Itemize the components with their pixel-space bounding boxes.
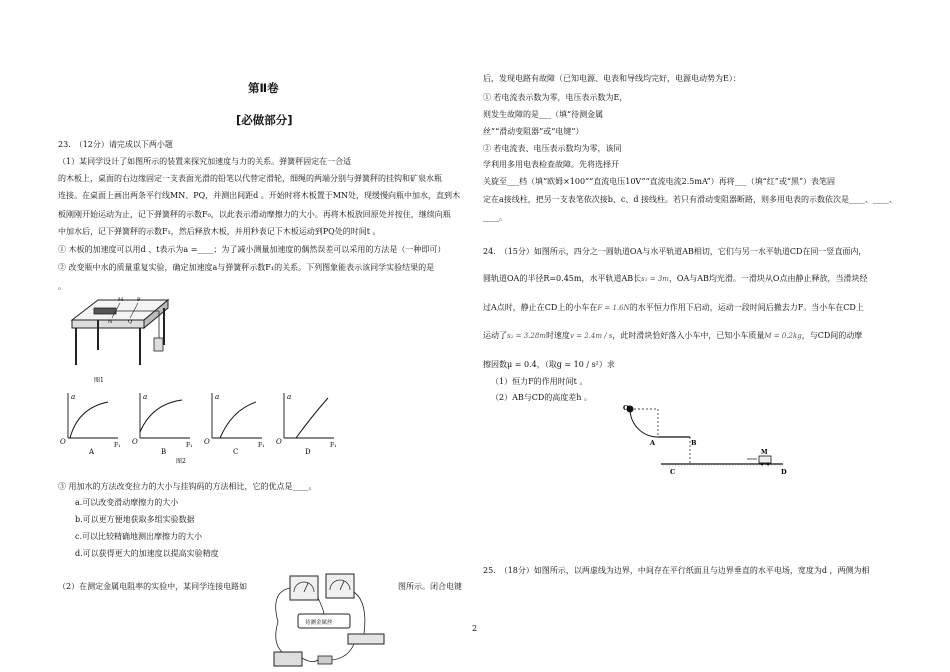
right-column [483,0,898,672]
graph-a [60,393,121,456]
q23-cont-text: 学利用多用电表检查故障。先将选择开 [483,160,619,169]
graph-origin: O [204,438,210,446]
q24-subquestion: （2）AB与CD的高度差h 。 [491,393,592,402]
q24-text: 24. （15分）如图所示，四分之一圆轨道OA与水平轨道AB相切，它们与另一水平轨道CD在同一竖直面内， [483,247,867,256]
q24-text-part: 的水平恒力作用下启动，运动一段时间后撤去力F。当小车在CD上 [629,303,864,312]
formula: F = 1.6N [597,304,630,312]
graph-x-label: F₁ [114,442,121,449]
q24-text-part: ，OA与AB均光滑。一滑块从O点由静止释放，当滑块经 [668,274,868,283]
figure-1-label: 图1 [94,377,104,384]
formula: s₁ = 3m [641,275,669,283]
q23-text: 板刚刚开始运动为止，记下弹簧秤的示数F₀，以此表示滑动摩擦力的大小。再将木板放回原处并按住，继续向瓶 [58,210,451,219]
q23-cont-text: ② 若电流表、电压表示数均为零，该同 [483,144,622,153]
q23-part2-text: （2）在测定金属电阻率的实验中，某同学连接电路如 [58,582,248,591]
q23-cont-text: 后，发现电路有故障（已知电源、电表和导线均完好，电源电动势为E）： [483,74,741,83]
left-column [58,0,470,672]
option-item: c.可以比较精确地测出摩擦力的大小 [75,532,203,541]
figure-2-label: 图2 [176,458,186,465]
q24-text [483,331,862,341]
q24-text-part: 圆轨道OA的半径R=0.45m，水平轨道AB长 [483,274,642,283]
track-figure [623,400,798,482]
circuit-figure [268,572,388,672]
fig1-letter: Q [128,319,133,325]
q23-text: ① 木板的加速度可以用d 、t表示为a =____；为了减小测量加速度的偶然误差可以采用的方法是（一种即可） [58,245,446,254]
graph-x-label: F₁ [186,442,193,449]
q23-cont-text: ____。 [483,213,507,222]
track-label: O [623,404,629,412]
q24-text-part: ，与CD间的动摩 [801,331,863,340]
q24-text [483,274,868,284]
q23-part3: ③ 用加水的方法改变拉力的大小与挂钩码的方法相比，它的优点是____。 [58,482,317,491]
graph-option-label: B [161,448,167,456]
q23-part2-text: 图所示。闭合电键 [398,582,462,591]
q24-text: 擦因数μ = 0.4，（取g = 10 / s²）求 [483,360,615,369]
graph-x-label: F₁ [258,442,265,449]
graph-c [204,393,265,456]
q23-cont-text: 定在a接线柱，把另一支表笔依次接b、c、d 接线柱。若只有滑动变阻器断路，则多用电表的示数依次是____、____、 [483,195,898,204]
graph-option-label: A [89,448,95,456]
option-item: d.可以获得更大的加速度以提高实验精度 [75,549,219,558]
apparatus-figure [58,290,178,385]
q23-text: 连接。在桌面上画出两条平行线MN、PQ，并测出间距d 。开始时将木板置于MN处，现缓慢向瓶中加水，直到木 [58,191,460,200]
formula: v = 2.4m / s [569,332,613,340]
q23-text: 的木板上，桌面的右边缘固定一支表面光滑的铅笔以代替定滑轮，细绳的两端分别与弹簧秤的挂钩和矿泉水瓶 [58,174,442,183]
fig1-letter: N [108,319,113,325]
graph-y-label: a [71,393,76,401]
q23-cont-text: 则发生故障的是___（填“待测金属 [483,110,604,119]
graph-x-label: F₁ [330,442,337,449]
track-label: D [781,468,787,476]
q24-text-part: ，此时滑块恰好落入小车中，已知小车质量 [612,331,765,340]
graph-option-label: D [305,448,311,456]
graph-option-label: C [233,448,239,456]
q24-text-part: 运动了 [483,331,507,340]
q24-subquestion: （1）恒力F的作用时间t 。 [491,377,588,386]
q23-text: 中加水后，记下弹簧秤的示数F₁，然后释放木板，并用秒表记下木板运动到PQ处的时间t 。 [58,227,381,236]
graph-y-label: a [215,393,220,401]
fig1-letter: P [137,297,141,303]
q24-text [483,303,864,313]
graph-y-label: a [143,393,148,401]
track-label: B [691,439,697,447]
graph-origin: O [132,438,138,446]
section-subtitle: [必做部分] [236,113,293,127]
track-label: A [650,439,656,447]
q25-text: 25. （18分）如图所示，以两虚线为边界，中间存在平行纸面且与边界垂直的水平电场，宽度为d ，两侧为相 [483,566,870,575]
q23-text: （1）某同学设计了如图所示的装置来探究加速度与力的关系。弹簧秤固定在一合适 [58,157,352,166]
q24-text-part: 时速度 [545,331,570,340]
q23-text: 。 [58,282,66,291]
q23-cont-text: ① 若电流表示数为零，电压表示数为E， [483,93,628,102]
q23-heading: 23. （12分）请完成以下两小题 [58,140,173,149]
q24-text-part: 过A点时，静止在CD上的小车在 [483,303,598,312]
option-item: b.可以更方便地获取多组实验数据 [75,515,195,524]
page-number: 2 [472,624,478,633]
graph-origin: O [276,438,282,446]
q23-cont-text: 关旋至___档（填“欧姆×100”“直流电压10V”“直流电流2.5mA”）再将___（填“红”或“黑”）表笔固 [483,177,836,186]
option-item: a.可以改变滑动摩擦力的大小 [75,498,179,507]
graphs-figure [58,388,358,466]
fig1-letter: M [118,297,124,303]
formula: M = 0.2kg [764,332,802,340]
q23-cont-text: 丝”“滑动变阻器”或“电键”） [483,127,584,136]
section-title: 第Ⅱ卷 [248,81,279,95]
track-label: M [761,449,768,456]
track-label: C [670,468,676,476]
graph-b [132,393,193,456]
formula: s₂ = 3.28m [507,332,546,340]
metal-wire-label: 待测金属丝 [305,620,333,626]
graph-y-label: a [287,393,292,401]
graph-origin: O [60,438,66,446]
graph-d [276,393,337,456]
q23-text: ② 改变瓶中水的质量重复实验，确定加速度a与弹簧秤示数F₁的关系。下列图象能表示该同学实验结果的是 [58,263,435,272]
